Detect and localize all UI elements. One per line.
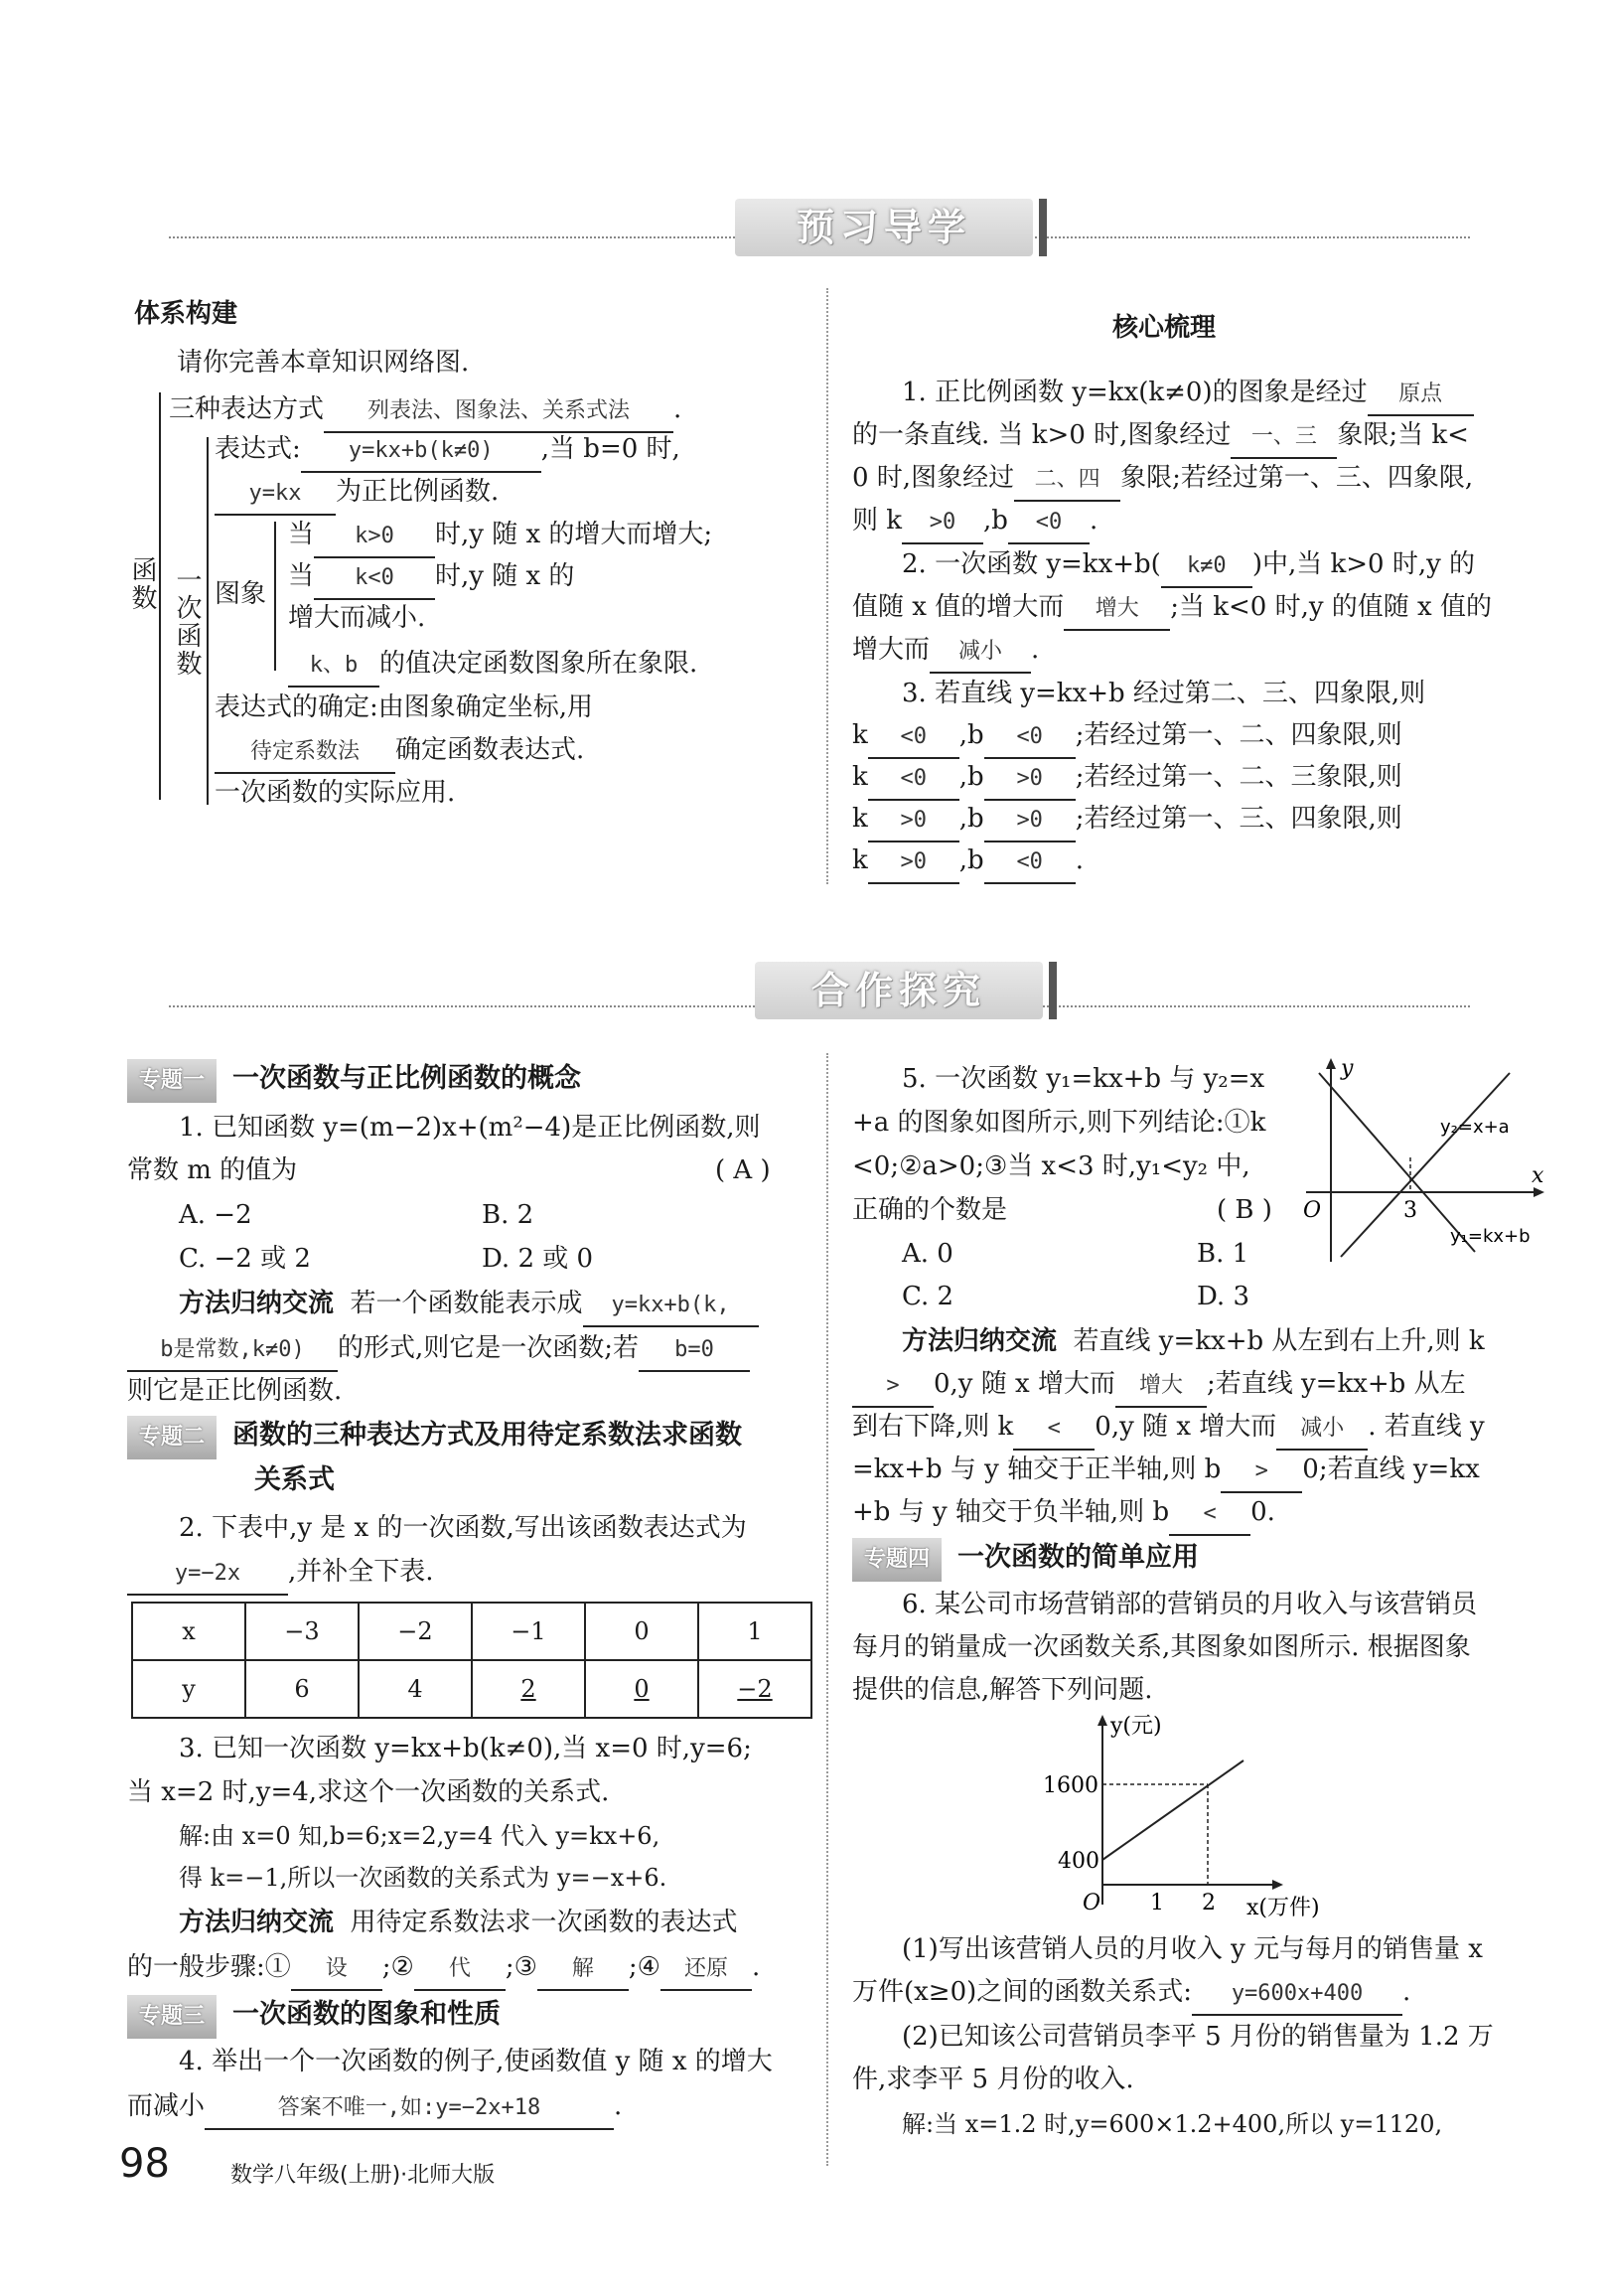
graph-origin-label: O: [1083, 1891, 1101, 1915]
q3-l2: 当 x=2 时,y=4,求这个一次函数的关系式.: [127, 1777, 610, 1807]
table-cell: 4: [359, 1660, 472, 1718]
q1-opt-c: C. −2 或 2: [179, 1244, 311, 1274]
topic4-header: 专题四 一次函数的简单应用: [852, 1538, 1199, 1582]
method2-l1: 方法归纳交流 用待定系数法求一次函数的表达式: [179, 1908, 738, 1937]
book-title: 数学八年级(上册)·北师大版: [230, 2163, 496, 2188]
row-formula: 表达式: y=kx+b(k≠0) ,当 b=0 时,: [215, 429, 680, 473]
q1-l1: 1. 已知函数 y=(m−2)x+(m²−4)是正比例函数,则: [179, 1113, 761, 1143]
q6-p1-l2: 万件(x≥0)之间的函数关系式: y=600x+400 .: [852, 1972, 1410, 2016]
method1-l2: b是常数,k≠0) 的形式,则它是一次函数;若 b=0: [127, 1328, 750, 1372]
topic1-header: 专题一 一次函数与正比例函数的概念: [127, 1059, 581, 1103]
q5-opt-b: B. 1: [1197, 1239, 1249, 1269]
method5-l5: +b 与 y 轴交于负半轴,则 b < 0.: [852, 1492, 1275, 1536]
q1-answer: ( A ): [715, 1155, 771, 1185]
q6-l3: 提供的信息,解答下列问题.: [852, 1675, 1153, 1705]
banner-accent: [1049, 962, 1057, 1019]
core-p1-l3: 0 时,图象经过 二、四 象限;若经过第一、三、四象限,: [852, 458, 1473, 502]
q5-graph: [1301, 1053, 1549, 1272]
graph-y-axis-label: y(元): [1110, 1714, 1162, 1739]
section-banner-preview: 预习导学: [735, 199, 1033, 256]
table-cell: −2: [698, 1660, 811, 1718]
outer-brace: [159, 392, 161, 800]
q6-graph: [1033, 1711, 1331, 1919]
table-cell: 1: [698, 1603, 811, 1660]
table-cell: 0: [585, 1603, 698, 1660]
table-cell: x: [132, 1603, 245, 1660]
core-p3-r2: k <0 ,b >0 ;若经过第一、二、三象限,则: [852, 757, 1402, 801]
q2-l2: y=−2x ,并补全下表.: [127, 1552, 434, 1596]
q4-l1: 4. 举出一个一次函数的例子,使函数值 y 随 x 的增大: [179, 2047, 773, 2076]
q2-l1: 2. 下表中,y 是 x 的一次函数,写出该函数表达式为: [179, 1513, 747, 1543]
graph-label: 图象: [215, 579, 267, 609]
row-application: 一次函数的实际应用.: [215, 778, 456, 808]
graph-y-label: y: [1341, 1056, 1354, 1081]
q6-l1: 6. 某公司市场营销部的营销员的月收入与该营销员: [902, 1590, 1478, 1619]
topic2-header: 专题二 函数的三种表达方式及用待定系数法求函数: [127, 1416, 742, 1459]
q5-opt-d: D. 3: [1197, 1282, 1249, 1311]
q5-l3: <0;②a>0;③当 x<3 时,y₁<y₂ 中,: [852, 1151, 1250, 1181]
function-table: [131, 1602, 812, 1719]
q3-solution-l2: 得 k=−1,所以一次函数的关系式为 y=−x+6.: [179, 1864, 667, 1892]
method5-l4: =kx+b 与 y 轴交于正半轴,则 b > 0;若直线 y=kx: [852, 1450, 1480, 1493]
row-determine: 表达式的确定:由图象确定坐标,用: [215, 692, 594, 722]
core-p3-r4: k >0 ,b <0 .: [852, 841, 1084, 884]
system-heading: 体系构建: [134, 299, 238, 329]
q6-p1-l1: (1)写出该营销人员的月收入 y 元与每月的销售量 x: [902, 1934, 1483, 1964]
q1-l2: 常数 m 的值为: [127, 1155, 298, 1185]
table-cell: 2: [472, 1660, 585, 1718]
graph-brace: [274, 522, 276, 671]
table-cell: 0: [585, 1660, 698, 1718]
core-p1-l1: 1. 正比例函数 y=kx(k≠0)的图象是经过 原点: [902, 373, 1474, 416]
graph-tick-3: 3: [1403, 1198, 1417, 1223]
row-proportional: y=kx 为正比例函数.: [215, 472, 499, 516]
page-number: 98: [119, 2141, 170, 2187]
q5-l2: +a 的图象如图所示,则下列结论:①k: [852, 1108, 1266, 1138]
row-method: 待定系数法 确定函数表达式.: [215, 730, 584, 774]
table-row: [132, 1603, 811, 1660]
section-banner-explore: 合作探究: [755, 962, 1043, 1019]
q5-opt-c: C. 2: [902, 1282, 954, 1311]
q1-opt-b: B. 2: [482, 1200, 534, 1230]
graph-tick-1600: 1600: [1043, 1773, 1098, 1798]
table-cell: y: [132, 1660, 245, 1718]
q6-p2-l1: (2)已知该公司营销员李平 5 月份的销售量为 1.2 万: [902, 2022, 1494, 2052]
column-divider: [826, 1053, 828, 2166]
table-row: [132, 1660, 811, 1718]
q5-answer: ( B ): [1217, 1195, 1272, 1225]
graph-x-axis-label: x(万件): [1246, 1896, 1320, 1919]
method5-l3: 到右下降,则 k < 0,y 随 x 增大而 减小 . 若直线 y: [852, 1407, 1485, 1451]
method5-l1: 方法归纳交流 若直线 y=kx+b 从左到右上升,则 k: [902, 1326, 1485, 1356]
method2-l2: 的一般步骤:① 设 ;② 代 ;③ 解 ;④ 还原 .: [127, 1947, 760, 1991]
table-cell: 6: [245, 1660, 359, 1718]
core-p2-l1: 2. 一次函数 y=kx+b( k≠0 )中,当 k>0 时,y 的: [902, 544, 1475, 588]
row-decrease: 当 k<0 时,y 随 x 的: [288, 556, 574, 600]
graph-line-y1-label: y₁=kx+b: [1450, 1226, 1531, 1247]
graph-tick-2: 2: [1202, 1891, 1216, 1915]
graph-origin-label: O: [1303, 1198, 1322, 1223]
core-heading: 核心梳理: [1112, 313, 1217, 343]
q3-l1: 3. 已知一次函数 y=kx+b(k≠0),当 x=0 时,y=6;: [179, 1734, 752, 1763]
intro-text: 请你完善本章知识网络图.: [177, 348, 470, 378]
core-p1-l4: 则 k >0 ,b <0 .: [852, 501, 1097, 544]
core-p2-l3: 增大而 减小 .: [852, 630, 1039, 674]
topic2-title-cont: 关系式: [254, 1464, 335, 1495]
core-p2-l2: 值随 x 值的增大而 增大 ;当 k<0 时,y 的值随 x 值的: [852, 587, 1492, 631]
method1-l3: 则它是正比例函数.: [127, 1376, 343, 1406]
q4-l2: 而减小 答案不唯一,如:y=−2x+18 .: [127, 2086, 622, 2130]
method5-l2: > 0,y 随 x 增大而 增大 ;若直线 y=kx+b 从左: [852, 1364, 1466, 1408]
topic3-header: 专题三 一次函数的图象和性质: [127, 1995, 501, 2039]
q5-l4: 正确的个数是: [852, 1195, 1008, 1225]
q3-solution-l1: 解:由 x=0 知,b=6;x=2,y=4 代入 y=kx+6,: [179, 1822, 660, 1850]
graph-tick-1: 1: [1150, 1891, 1164, 1915]
table-cell: −1: [472, 1603, 585, 1660]
q5-opt-a: A. 0: [902, 1239, 953, 1269]
core-p3-l1: 3. 若直线 y=kx+b 经过第二、三、四象限,则: [902, 679, 1426, 708]
table-cell: −2: [359, 1603, 472, 1660]
branch-label: 一次函数: [172, 566, 202, 678]
banner-accent: [1039, 199, 1047, 256]
table-cell: −3: [245, 1603, 359, 1660]
root-label: 函数: [127, 556, 157, 612]
graph-tick-400: 400: [1058, 1849, 1099, 1874]
method1-l1: 方法归纳交流 若一个函数能表示成 y=kx+b(k,: [179, 1284, 759, 1327]
q6-l2: 每月的销量成一次函数关系,其图象如图所示. 根据图象: [852, 1632, 1471, 1662]
row-increase: 当 k>0 时,y 随 x 的增大而增大;: [288, 515, 712, 558]
core-p1-l2: 的一条直线. 当 k>0 时,图象经过 一、三 象限;当 k<: [852, 415, 1469, 459]
q6-p2-l2: 件,求李平 5 月份的收入.: [852, 2065, 1134, 2094]
q1-opt-a: A. −2: [179, 1200, 252, 1230]
q6-solution: 解:当 x=1.2 时,y=600×1.2+400,所以 y=1120,: [902, 2110, 1443, 2138]
row-quadrant: k、b 的值决定函数图象所在象限.: [288, 644, 697, 688]
column-divider: [826, 288, 828, 884]
q5-l1: 5. 一次函数 y₁=kx+b 与 y₂=x: [902, 1064, 1265, 1094]
graph-x-label: x: [1532, 1163, 1544, 1188]
row-expressions: 三种表达方式 列表法、图象法、关系式法 .: [169, 389, 681, 433]
core-p3-r3: k >0 ,b >0 ;若经过第一、三、四象限,则: [852, 799, 1402, 842]
q1-opt-d: D. 2 或 0: [482, 1244, 594, 1274]
graph-line-y2-label: y₂=x+a: [1440, 1117, 1510, 1138]
row-decrease-cont: 增大而减小.: [288, 603, 426, 633]
core-p3-r1: k <0 ,b <0 ;若经过第一、二、四象限,则: [852, 715, 1402, 759]
inner-brace: [207, 437, 209, 805]
